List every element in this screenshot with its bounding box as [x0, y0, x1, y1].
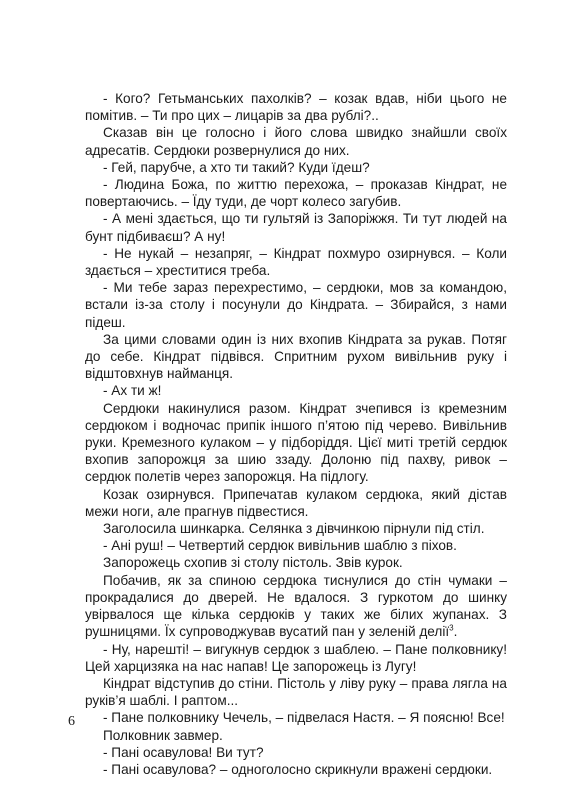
paragraph: За цими словами один із них вхопив Кіндрата за рукав. Потяг до себе. Кіндрат підвівся. Спритним рухом вивільнив руку і відштовхнув найманця.: [85, 331, 507, 382]
paragraph-text: Побачив, як за спиною сердюка тиснулися до стін чумаки – прокрадалися до дверей. Не вдалося. З гуркотом до шинку увірвалося ще кілька сердюків у таких же білих жупанах. З рушницями. Їх супроводжував вусатий пан у зеленій делії: [85, 572, 507, 640]
paragraph: - Кого? Гетьманських пахолків? – козак вдав, ніби цього не помітив. – Ти про цих – лицарів за два рублі?..: [85, 91, 507, 124]
paragraph: - Пані осавулова! Ви тут?: [103, 744, 264, 760]
paragraph: Полковник завмер.: [103, 727, 223, 743]
paragraph: - Пане полковнику Чечель, – підвелася Настя. – Я поясню! Все!: [103, 710, 505, 726]
paragraph: Козак озирнувся. Припечатав кулаком сердюка, який дістав межи ноги, але прагнув підвестися.: [85, 486, 507, 519]
paragraph: Заголосила шинкарка. Селянка з дівчинкою пірнули під стіл.: [103, 521, 485, 537]
paragraph-end: .: [453, 624, 458, 640]
paragraph: - Ах ти ж!: [103, 383, 162, 399]
paragraph: Запорожець схопив зі столу пістоль. Звів курок.: [103, 555, 403, 571]
body-text: [85, 90, 507, 778]
paragraph: - Не нукай – незапряг, – Кіндрат похмуро озирнувся. – Коли здається – хреститися треба.: [85, 245, 507, 279]
paragraph: - Пані осавулова? – одноголосно скрикнули вражені сердюки.: [103, 761, 493, 777]
paragraph: Сердюки накинулися разом. Кіндрат зчепився із кремезним сердюком і водночас припік іншого п’ятою під черево. Вивільнив руки. Кремезного кулаком – у підборіддя. Цієї миті третій сердюк вхопив запорожця за шию ззаду. Долоню під пахву, ривок – сердюк полетів через запорожця. На підлогу.: [85, 400, 507, 485]
paragraph: - Ми тебе зараз перехрестимо, – сердюки, мов за командою, встали із-за столу і посунули до Кіндрата. – Збирайся, з нами підеш.: [85, 280, 507, 330]
paragraph-with-footnote: [85, 572, 507, 641]
paragraph: - Ну, нарешті! – вигукнув сердюк з шаблею. – Пане полковнику! Цей харцизяка на нас напав! Це запорожець із Лугу!: [85, 641, 507, 674]
paragraph: Сказав він це голосно і його слова швидко знайшли своїх адресатів. Сердюки розвернулися до них.: [85, 125, 507, 158]
footnote-reference[interactable]: 3: [449, 623, 454, 633]
paragraph: - А мені здається, що ти гультяй із Запоріжжя. Ти тут людей на бунт підбиваєш? А ну!: [85, 211, 507, 244]
paragraph: Кіндрат відступив до стіни. Пістоль у ліву руку – права лягла на руків’я шаблі. І раптом...: [85, 675, 507, 709]
page-number: 6: [68, 714, 75, 729]
paragraph: - Ані руш! – Четвертий сердюк вивільнив шаблю з піхов.: [103, 538, 457, 554]
paragraph: - Гей, парубче, а хто ти такий? Куди їдеш?: [103, 159, 370, 175]
paragraph: - Людина Божа, по життю перехожа, – проказав Кіндрат, не повертаючись. – Їду туди, де чорт колесо загубив.: [85, 177, 507, 210]
